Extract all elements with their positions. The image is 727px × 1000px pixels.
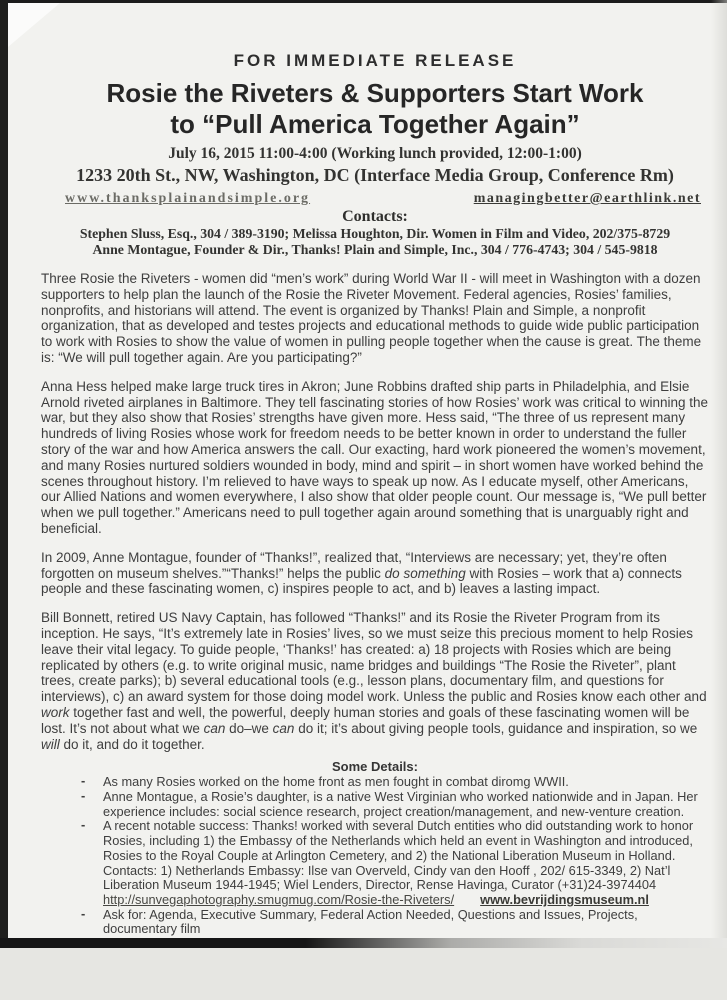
text-run: together fast and well, the powerful, deeply human stories and goals of these fascinating women will be lost. It’s not about what we — [41, 704, 690, 736]
text-run: do it; it’s about giving people tools, guidance and inspiration, so we — [294, 720, 698, 736]
detail-item-4 — [41, 905, 709, 937]
release-label: FOR IMMEDIATE RELEASE — [233, 51, 517, 70]
detail-text: A recent notable success: Thanks! worked with several Dutch entities who did outstanding work to honor Rosies, including 1) the Embassy of the Netherlands which held an event in Washington and introduced, Rosies to the Royal Couple at Arlington Cemetery, and 2) the National Liberation Museum in Holland. Contacts: 1) Netherlands Embassy: Ilse van Overveld, Cindy van den Hooff , 202/ 615-3349, 2) Nat’l Liberation Museum 1944-1945; Wiel Lenders, Director, Rense Havinga, Curator (+31)24-3974404 — [103, 818, 694, 893]
title-line-2: to “Pull America Together Again” — [170, 109, 580, 139]
contact-line-1: Stephen Sluss, Esq., 304 / 389-3190; Melissa Houghton, Dir. Women in Film and Video, 202/375-8729 — [79, 226, 671, 241]
document-title — [41, 78, 709, 140]
detail-text: Ask for: Agenda, Executive Summary, Federal Action Needed, Questions and Issues, Projects, documentary film — [103, 906, 638, 937]
scan-edge-left — [0, 0, 8, 943]
press-paragraph-3 — [41, 550, 709, 597]
italic-text-run: can — [272, 720, 295, 736]
press-paragraph-4 — [41, 610, 709, 752]
italic-text-run: can — [203, 720, 226, 736]
italic-text-run: will — [41, 736, 60, 752]
links-row — [41, 191, 709, 207]
bullet-marker: - — [81, 905, 86, 921]
document-page — [8, 3, 727, 938]
scan-page-corner — [8, 3, 60, 47]
press-paragraph-2 — [41, 379, 709, 537]
email-link[interactable]: managingbetter@earthlink.net — [473, 191, 701, 206]
scan-edge-top — [0, 0, 727, 3]
text-run: Anna Hess helped make large truck tires in Akron; June Robbins drafted ship parts in Philadelphia, and Elsie Arnold riveted airplanes in Baltimore. They tell fascinating stories of how Rosies’ work was critical to winning the war, but they also show that Rosies’ strengths have given more. Hess said, “The three of us represent many hundreds of living Rosies whose work for freedom needs to be better known in order to understand the fuller story of the war and how America answers the call. Our exacting, hard work pioneered the women’s movement, and many Rosies nurtured soldiers wounded in body, mind and spirit – in short women have worked behind the scenes throughout history. I’m relieved to have ways to speak up now. As I educate myself, other Americans, our Allied Nations and women everywhere, I also show that older people count. Our message is, “We pull better when we pull together.” Americans need to pull together again around something that is unarguably right and beneficial. — [41, 378, 709, 536]
italic-text-run: do something — [384, 565, 466, 581]
text-run: In 2009, Anne Montague, founder of “Thanks!”, realized that, “Interviews are necessary; yet, they’re often forgotten on museum shelves.”“Thanks!” helps the public — [41, 549, 667, 581]
scan-edge-right — [711, 0, 727, 938]
detail-item-1 — [41, 775, 709, 790]
contacts-heading: Contacts: — [342, 208, 408, 225]
text-run: Bill Bonnett, retired US Navy Captain, has followed “Thanks!” and its Rosie the Riveter Program from its inception. He says, “It’s extremely late in Rosies’ lives, so we must seize this precious moment to help Rosies leave their vital legacy. To guide people, ‘Thanks!’ has created: a) 18 projects with Rosies which are being replicated by others (e.g. to write original music, name bridges and buildings “The Rosie the Riveter”, plant trees, create parks); b) several educational tools (e.g., lesson plans, documentary film, and questions for interviews), c) an award system for those doing model work. Unless the public and Rosies know each other and — [41, 610, 707, 705]
bevrijdingsmuseum-link[interactable]: www.bevrijdingsmuseum.nl — [480, 891, 649, 907]
text-run: do–we — [225, 720, 273, 736]
detail-text: Anne Montague, a Rosie’s daughter, is a native West Virginian who worked nationwide and in Japan. Her experience includes: social science research, project creation/management, and new-venture creation. — [103, 789, 698, 819]
detail-text: As many Rosies worked on the home front as men fought in combat diromg WWII. — [103, 774, 569, 790]
bullet-marker: - — [81, 788, 86, 804]
smugmug-gallery-link[interactable]: http://sunvegaphotography.smugmug.com/Rosie-the-Riveters/ — [103, 891, 455, 907]
press-paragraph-1 — [41, 271, 709, 366]
detail-item-3 — [41, 819, 709, 907]
scan-edge-bottom — [0, 938, 727, 948]
scanner-background — [0, 948, 727, 1000]
bullet-marker: - — [81, 817, 86, 833]
detail-links-line — [103, 893, 709, 908]
text-run: with Rosies – work that a) connects people and these fascinating women, c) inspires people to act, and b) leaves a lasting impact. — [41, 565, 682, 597]
event-address: 1233 20th St., NW, Washington, DC (Interface Media Group, Conference Rm) — [76, 165, 674, 185]
text-run: do it, and do it together. — [59, 736, 205, 752]
website-link[interactable]: www.thanksplainandsimple.org — [65, 191, 311, 206]
details-list — [41, 775, 709, 937]
event-datetime: July 16, 2015 11:00-4:00 (Working lunch provided, 12:00-1:00) — [168, 145, 582, 162]
title-line-1: Rosie the Riveters & Supporters Start Work — [106, 78, 644, 108]
text-run: Three Rosie the Riveters - women did “men’s work” during World War II - will meet in Washington with a dozen supporters to help plan the launch of the Rosie the Riveter Movement. Federal agencies, Rosies’ families, nonprofits, and historians will attend. The event is organized by Thanks! Plain and Simple, a nonprofit organization, that as developed and testes projects and educational methods to guide wide public participation to work with Rosies to show the value of women in pulling people together when the cause is great. The theme is: “We will pull together again. Are you participating?” — [41, 271, 702, 365]
contact-line-2: Anne Montague, Founder & Dir., Thanks! Plain and Simple, Inc., 304 / 776-4743; 304 / 545-9818 — [92, 242, 658, 257]
some-details-heading: Some Details: — [332, 759, 418, 775]
bullet-marker: - — [81, 773, 86, 789]
italic-text-run: work — [41, 704, 70, 720]
detail-item-2 — [41, 790, 709, 819]
